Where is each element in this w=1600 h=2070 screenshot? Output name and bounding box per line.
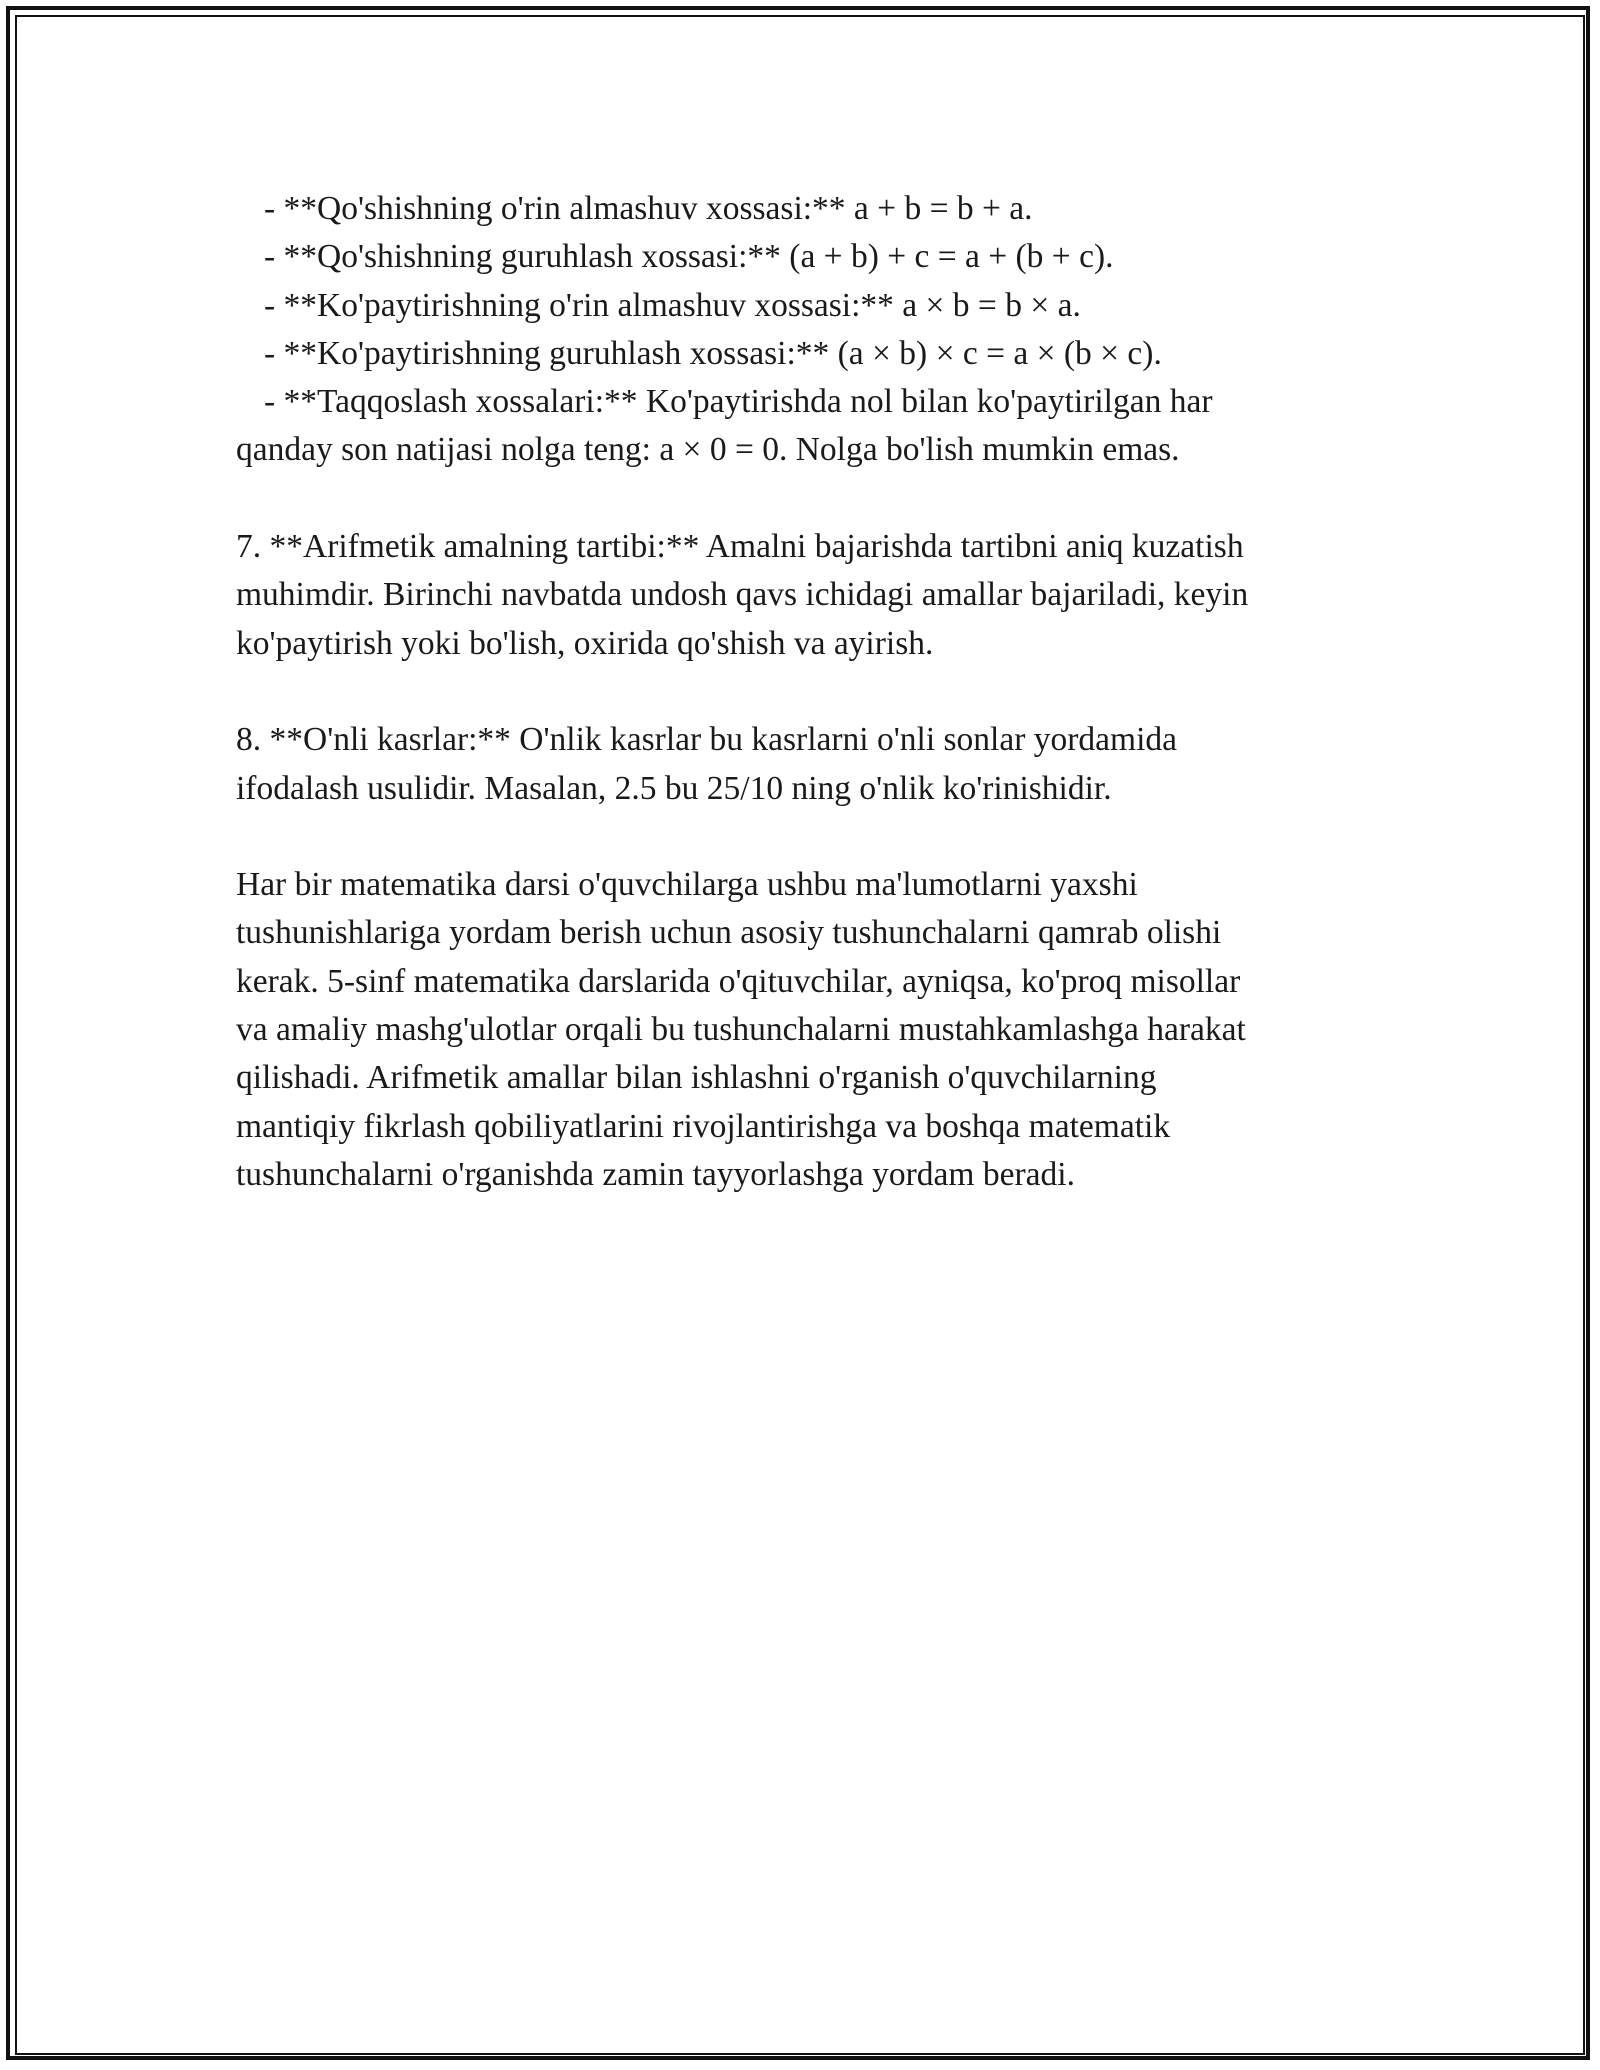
paragraph-line: 7. **Arifmetik amalning tartibi:** Amalni bajarishda tartibni aniq kuzatish	[236, 528, 1244, 566]
paragraph-gap	[236, 475, 1376, 523]
paragraph-gap	[236, 813, 1376, 861]
paragraph-line: tushunishlariga yordam berish uchun asosiy tushunchalarni qamrab olishi	[236, 914, 1222, 952]
paragraph-line: mantiqiy fikrlash qobiliyatlarini rivojlantirishga va boshqa matematik	[236, 1107, 1171, 1145]
paragraph-line: kerak. 5-sinf matematika darslarida o'qituvchilar, ayniqsa, ko'proq misollar	[236, 962, 1241, 1000]
section-8-paragraph	[236, 716, 1376, 813]
document-body	[236, 185, 1376, 1199]
property-item: - **Qo'shishning guruhlash xossasi:** (a + b) + c = a + (b + c).	[264, 238, 1114, 276]
paragraph-line: 8. **O'nli kasrlar:** O'nlik kasrlar bu kasrlarni o'nli sonlar yordamida	[236, 721, 1178, 759]
paragraph-line: muhimdir. Birinchi navbatda undosh qavs ichidagi amallar bajariladi, keyin	[236, 576, 1249, 614]
paragraph-line: ifodalash usulidir. Masalan, 2.5 bu 25/10 ning o'nlik ko'rinishidir.	[236, 769, 1112, 807]
paragraph-gap	[236, 668, 1376, 716]
paragraph-line: va amaliy mashg'ulotlar orqali bu tushunchalarni mustahkamlashga harakat	[236, 1011, 1246, 1049]
paragraph-line: tushunchalarni o'rganishda zamin tayyorlashga yordam beradi.	[236, 1155, 1075, 1193]
paragraph-line: ko'paytirish yoki bo'lish, oxirida qo'shish va ayirish.	[236, 624, 934, 662]
property-item: - **Taqqoslash xossalari:** Ko'paytirishda nol bilan ko'paytirilgan har	[264, 383, 1213, 421]
section-7-paragraph	[236, 523, 1376, 668]
conclusion-paragraph	[236, 861, 1376, 1199]
property-item: - **Ko'paytirishning guruhlash xossasi:** (a × b) × c = a × (b × c).	[264, 334, 1162, 372]
property-item: - **Ko'paytirishning o'rin almashuv xossasi:** a × b = b × a.	[264, 286, 1081, 324]
property-item: - **Qo'shishning o'rin almashuv xossasi:** a + b = b + a.	[264, 190, 1033, 227]
property-item-continuation: qanday son natijasi nolga teng: a × 0 = 0. Nolga bo'lish mumkin emas.	[236, 431, 1180, 469]
paragraph-line: qilishadi. Arifmetik amallar bilan ishlashni o'rganish o'quvchilarning	[236, 1059, 1157, 1097]
properties-list	[236, 185, 1376, 475]
paragraph-line: Har bir matematika darsi o'quvchilarga ushbu ma'lumotlarni yaxshi	[236, 866, 1138, 904]
